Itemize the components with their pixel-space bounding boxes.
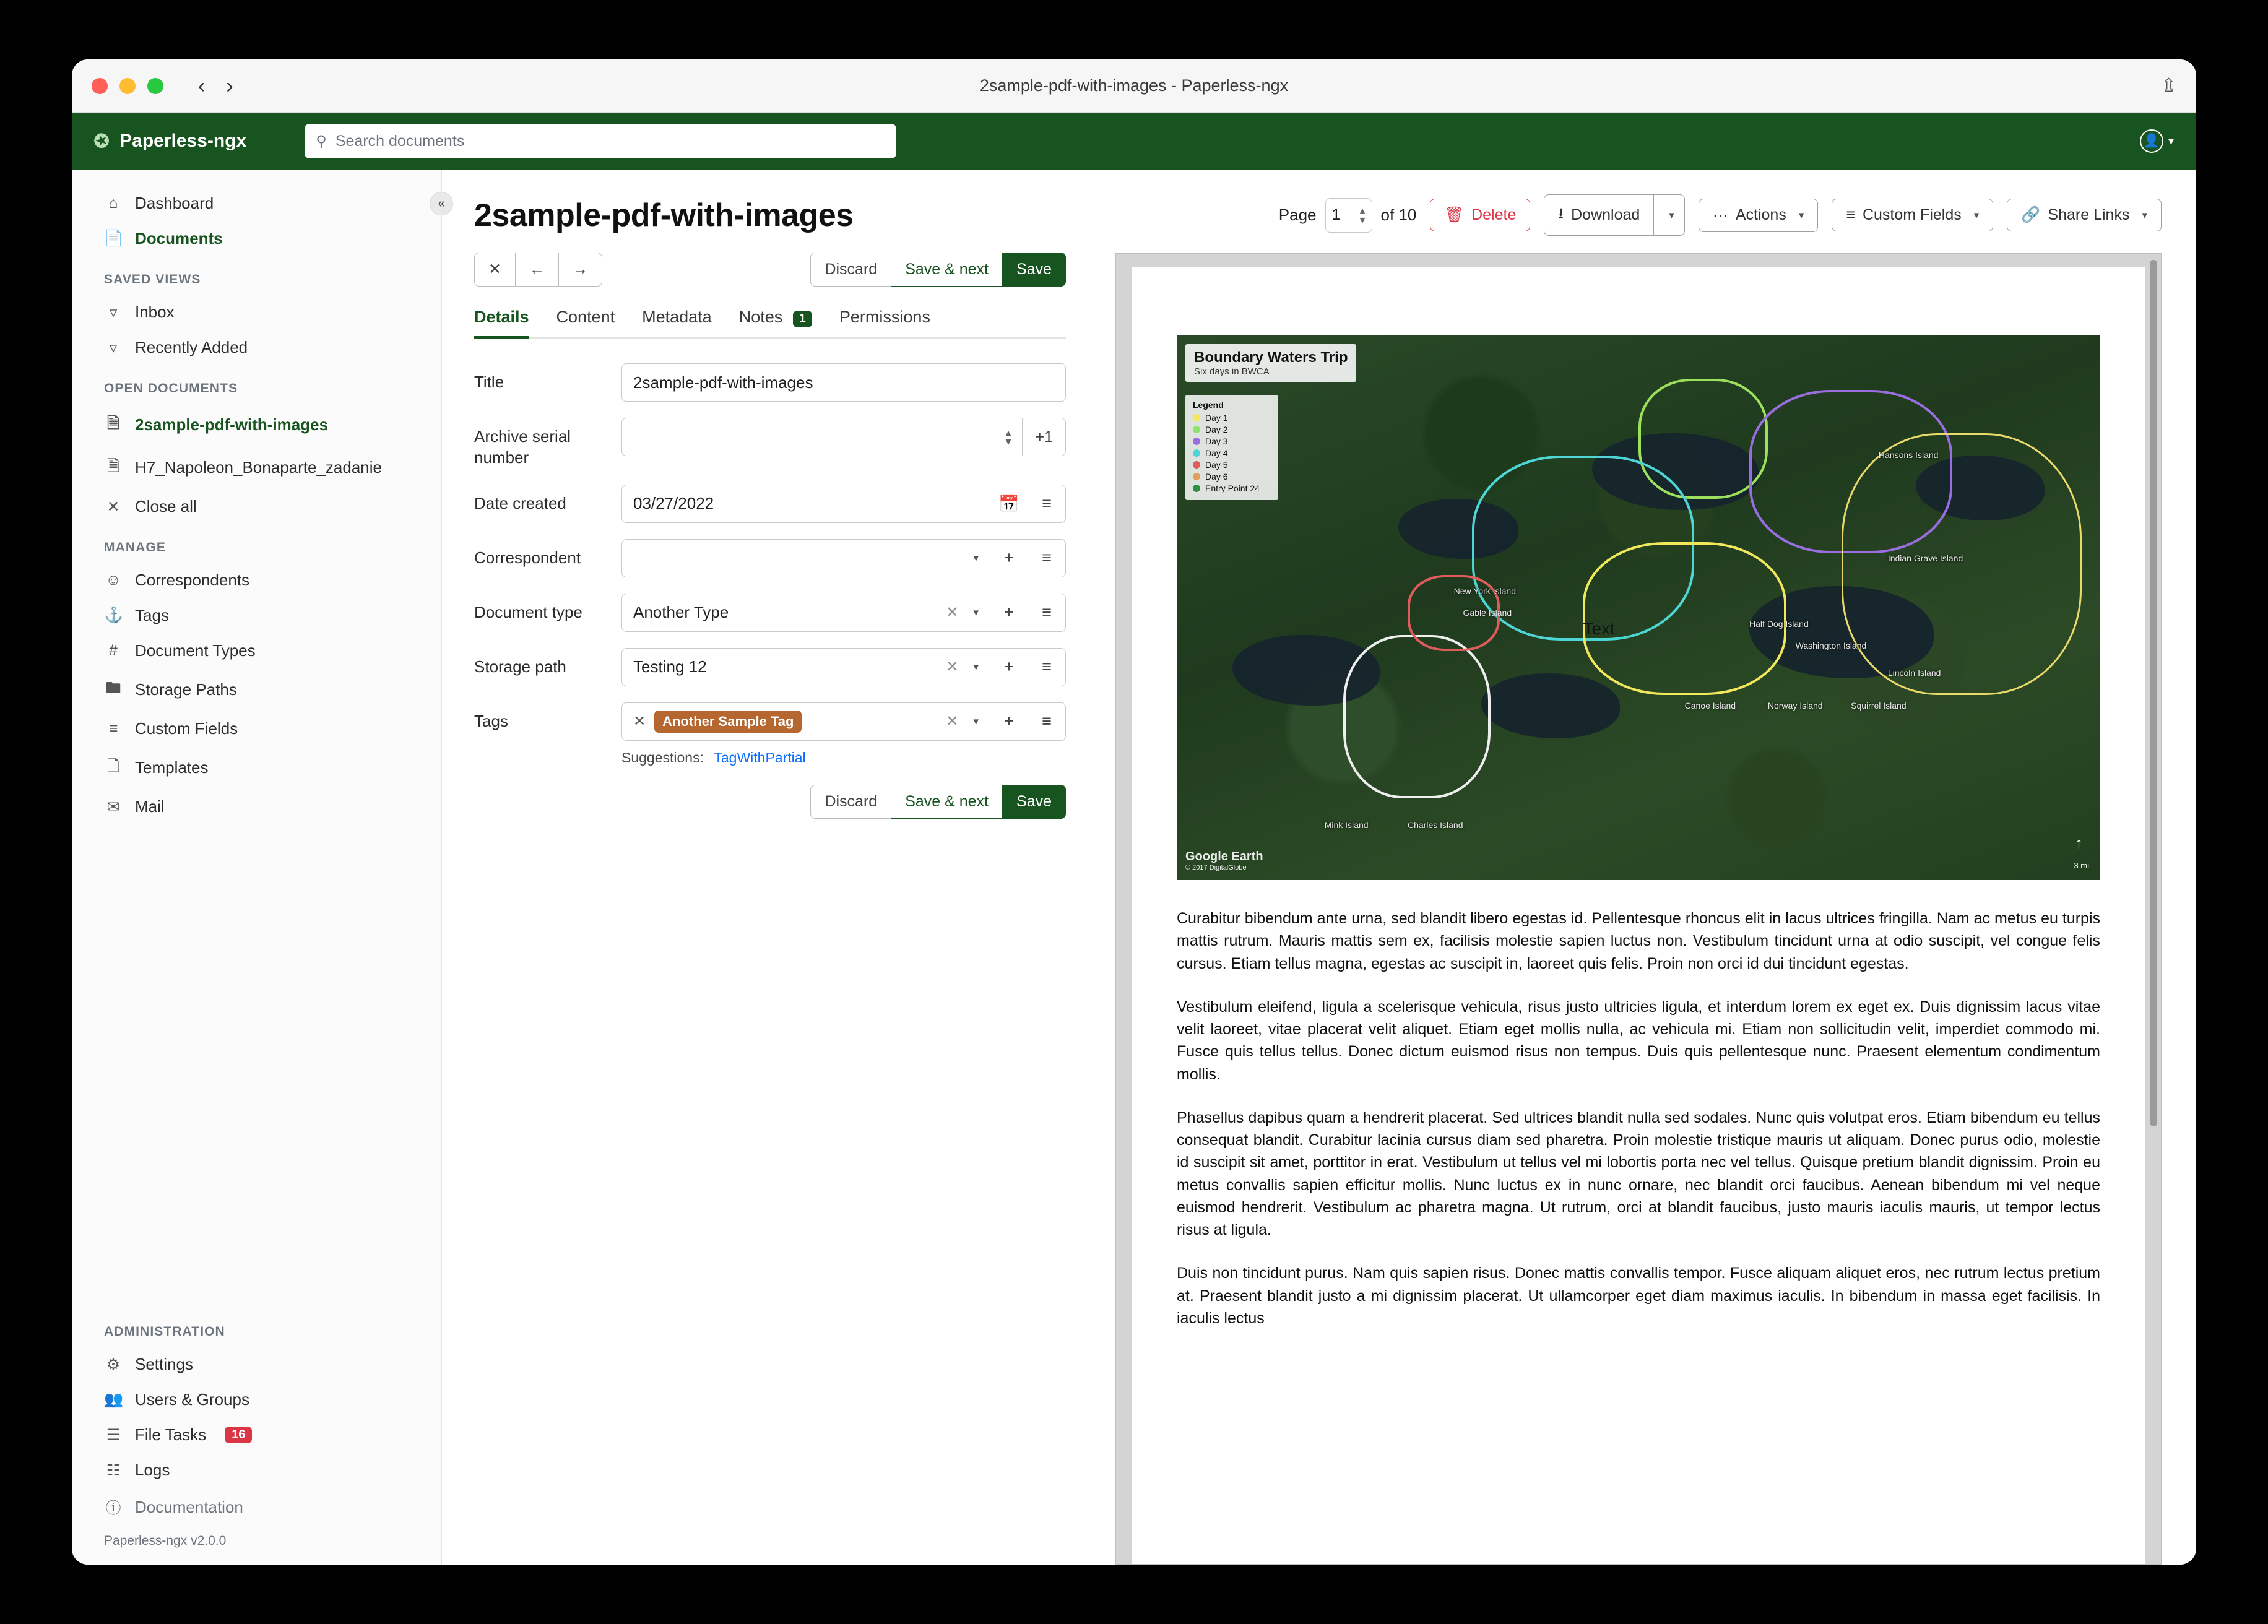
chevron-down-icon: ▾ bbox=[2168, 134, 2174, 147]
sidebar-item-close-all[interactable] bbox=[72, 489, 441, 524]
sidebar-item-open-doc-1[interactable] bbox=[72, 404, 441, 446]
page-label: Page bbox=[1278, 205, 1317, 224]
forward-icon[interactable]: › bbox=[226, 74, 233, 98]
sidebar-item-label: Document Types bbox=[135, 641, 256, 660]
page-stepper-icon[interactable]: ▴ ▾ bbox=[1359, 204, 1366, 226]
window-titlebar bbox=[72, 59, 2196, 113]
correspondent-add-button[interactable]: + bbox=[990, 539, 1028, 577]
storage-path-clear-icon[interactable]: ✕ bbox=[946, 659, 959, 676]
sidebar-section-saved-views: SAVED VIEWS bbox=[104, 272, 201, 287]
sidebar-item-recently-added[interactable] bbox=[72, 330, 441, 365]
sidebar-item-label: Users & Groups bbox=[135, 1390, 249, 1409]
page-title: 2sample-pdf-with-images bbox=[474, 197, 854, 233]
field-row-correspondent bbox=[474, 539, 1066, 577]
suggestions-label: Suggestions: bbox=[621, 749, 704, 766]
app-body bbox=[72, 170, 2196, 1565]
document-paragraph: Curabitur bibendum ante urna, sed blandit libero egestas id. Pellentesque rhoncus elit in lacus ultrices fringilla. Nam ac metus eu turpis mattis rutrum. Mauris mattis sem ex, facilisis molestie sapien luctus non. Vestibulum tincidunt urna at odio suscipit, vel congue felis cursus. Etiam tellus magna, egestas ac suscipit in, laoreet quis felis. Proin non orci id dui tincidunt egestas. bbox=[1177, 910, 2100, 972]
gear-icon: ⚙ bbox=[106, 1355, 121, 1373]
download-dropdown-toggle[interactable] bbox=[1654, 194, 1685, 236]
legend-swatch-icon bbox=[1193, 414, 1200, 421]
legend-swatch-icon bbox=[1193, 485, 1200, 492]
archive-serial-number-control[interactable] bbox=[621, 418, 1066, 456]
window-title: 2sample-pdf-with-images - Paperless-ngx bbox=[979, 76, 1289, 95]
legend-swatch-icon bbox=[1193, 426, 1200, 433]
pdf-scrollbar[interactable] bbox=[2150, 260, 2157, 1126]
top-save-group[interactable] bbox=[810, 253, 1066, 287]
account-menu[interactable] bbox=[2140, 129, 2174, 153]
document-nav-group[interactable] bbox=[474, 253, 602, 287]
notes-count-badge: 1 bbox=[793, 311, 812, 327]
chevron-down-icon: ▾ bbox=[1669, 209, 1674, 221]
map-water-body bbox=[1481, 673, 1620, 739]
map-image bbox=[1177, 335, 2100, 880]
legend-label: Day 4 bbox=[1205, 448, 1228, 458]
field-row-archive-serial-number bbox=[474, 418, 1066, 469]
next-document-button[interactable]: → bbox=[559, 253, 602, 287]
delete-button[interactable] bbox=[1430, 199, 1530, 231]
sidebar-item-dashboard[interactable] bbox=[72, 186, 441, 221]
map-place-label: New York Island bbox=[1453, 585, 1516, 596]
legend-swatch-icon bbox=[1193, 438, 1200, 445]
tag-icon: ⚓ bbox=[104, 607, 124, 624]
maximize-window-button[interactable] bbox=[147, 78, 163, 94]
map-route-boundary bbox=[1842, 433, 2082, 694]
map-legend-header: Legend bbox=[1193, 400, 1224, 410]
correspondent-control[interactable] bbox=[621, 539, 1066, 577]
file-icon: 🗎 bbox=[106, 415, 120, 432]
page-number-input[interactable] bbox=[1325, 198, 1372, 233]
page-total-label: of 10 bbox=[1380, 205, 1417, 224]
map-place-label: Gable Island bbox=[1463, 608, 1512, 618]
sidebar-item-label: 2sample-pdf-with-images bbox=[135, 415, 329, 434]
map-legend-item bbox=[1193, 425, 1271, 434]
previous-document-button[interactable]: ← bbox=[516, 253, 559, 287]
custom-fields-dropdown[interactable] bbox=[1832, 199, 1993, 231]
sidebar-item-label: Inbox bbox=[135, 303, 175, 321]
document-type-add-button[interactable]: + bbox=[990, 594, 1028, 632]
funnel-icon: ▿ bbox=[109, 339, 118, 356]
share-links-label: Share Links bbox=[2048, 206, 2130, 223]
app-window bbox=[72, 59, 2196, 1565]
title-value: 2sample-pdf-with-images bbox=[633, 373, 813, 392]
map-legend-item bbox=[1193, 436, 1271, 446]
storage-path-value: Testing 12 bbox=[633, 657, 707, 676]
storage-path-label: Storage path bbox=[474, 657, 566, 676]
calendar-icon[interactable]: 📅 bbox=[990, 485, 1028, 523]
search-icon: ⚲ bbox=[316, 132, 327, 150]
sidebar-item-templates[interactable] bbox=[72, 746, 441, 789]
sidebar-item-label: Correspondents bbox=[135, 571, 249, 589]
date-created-value: 03/27/2022 bbox=[633, 494, 714, 513]
download-icon: ⭳ bbox=[1558, 205, 1564, 222]
people-icon: 👥 bbox=[104, 1391, 124, 1408]
custom-fields-label: Custom Fields bbox=[1862, 206, 1962, 223]
sidebar-footer bbox=[72, 1308, 441, 1565]
app-version: Paperless-ngx v2.0.0 bbox=[104, 1534, 227, 1548]
share-icon[interactable]: ⇫ bbox=[2160, 76, 2176, 96]
map-place-label: Half Dog Island bbox=[1749, 618, 1809, 629]
app-header bbox=[72, 113, 2196, 170]
map-subtitle: Six days in BWCA bbox=[1194, 366, 1270, 377]
sidebar-item-label: Documents bbox=[135, 229, 223, 248]
preview-toolbar bbox=[1115, 194, 2162, 236]
sidebar-item-label: Settings bbox=[135, 1355, 193, 1373]
field-row-storage-path bbox=[474, 648, 1066, 686]
discard-button-bottom[interactable]: Discard bbox=[810, 785, 891, 819]
legend-label: Entry Point 24 bbox=[1205, 483, 1260, 493]
list-icon: ☰ bbox=[106, 1426, 121, 1444]
editor-bottom-actions bbox=[474, 785, 1066, 819]
title-label: Title bbox=[474, 373, 504, 391]
sliders-icon: ≡ bbox=[108, 720, 118, 737]
sidebar-item-settings[interactable] bbox=[72, 1347, 441, 1382]
pdf-viewer[interactable] bbox=[1115, 253, 2162, 1565]
dots-icon: ⋯ bbox=[1712, 206, 1728, 224]
field-row-tags bbox=[474, 702, 1066, 741]
sidebar-item-label: Logs bbox=[135, 1461, 170, 1479]
field-row-document-type bbox=[474, 594, 1066, 632]
info-circle-icon: ⓘ bbox=[105, 1500, 121, 1517]
legend-label: Day 3 bbox=[1205, 436, 1228, 446]
tags-clear-icon[interactable]: ✕ bbox=[946, 713, 959, 730]
chevron-down-icon: ▾ bbox=[973, 606, 979, 618]
sidebar-item-open-doc-2[interactable] bbox=[72, 446, 441, 489]
title-input[interactable] bbox=[621, 363, 1066, 402]
storage-path-select[interactable] bbox=[621, 648, 990, 686]
map-place-label: Hansons Island bbox=[1878, 449, 1939, 460]
sliders-icon: ≡ bbox=[1846, 206, 1855, 223]
editor-actions-row bbox=[474, 253, 1066, 287]
field-row-date-created bbox=[474, 485, 1066, 523]
chevron-down-icon: ▾ bbox=[973, 551, 979, 564]
hash-icon: # bbox=[109, 642, 118, 659]
bottom-save-group[interactable] bbox=[810, 785, 1066, 819]
date-created-filter-icon[interactable]: ≡ bbox=[1028, 485, 1066, 523]
map-legend-item bbox=[1193, 472, 1271, 482]
sidebar-item-label: Tags bbox=[135, 606, 169, 624]
document-type-label: Document type bbox=[474, 602, 582, 621]
tab-label: Permissions bbox=[839, 308, 930, 326]
archive-serial-number-label: Archive serial number bbox=[474, 427, 571, 467]
legend-label: Day 6 bbox=[1205, 472, 1228, 482]
legend-label: Day 1 bbox=[1205, 413, 1228, 423]
save-button-top[interactable]: Save bbox=[1003, 253, 1066, 287]
storage-path-filter-icon[interactable]: ≡ bbox=[1028, 648, 1066, 686]
delete-label: Delete bbox=[1471, 206, 1517, 223]
sidebar-item-inbox[interactable] bbox=[72, 295, 441, 330]
tab-permissions[interactable] bbox=[839, 308, 930, 337]
sidebar bbox=[72, 170, 445, 1565]
brand-label: Paperless-ngx bbox=[119, 131, 247, 151]
chevron-down-icon: ▾ bbox=[973, 715, 979, 727]
actions-dropdown[interactable] bbox=[1699, 199, 1819, 232]
download-button[interactable] bbox=[1544, 194, 1654, 236]
sidebar-item-label: File Tasks bbox=[135, 1425, 207, 1444]
map-credit-sub: © 2017 DigitalGlobe bbox=[1185, 864, 1247, 871]
file-icon: 🗎 bbox=[106, 457, 120, 475]
window-traffic-lights[interactable] bbox=[92, 78, 163, 94]
sidebar-spacer bbox=[72, 824, 441, 1308]
sidebar-item-label: Mail bbox=[135, 797, 165, 816]
sidebar-section-administration: ADMINISTRATION bbox=[104, 1324, 225, 1339]
field-row-title bbox=[474, 363, 1066, 402]
map-legend-item bbox=[1193, 448, 1271, 458]
document-type-clear-icon[interactable]: ✕ bbox=[946, 604, 959, 621]
correspondent-select[interactable] bbox=[621, 539, 990, 577]
sidebar-item-label: H7_Napoleon_Bonaparte_zadanie bbox=[135, 458, 382, 477]
sidebar-item-documentation[interactable] bbox=[72, 1488, 441, 1526]
sidebar-item-label: Custom Fields bbox=[135, 719, 238, 738]
document-type-control[interactable] bbox=[621, 594, 1066, 632]
save-and-next-button-top[interactable]: Save & next bbox=[891, 253, 1003, 287]
document-type-select[interactable] bbox=[621, 594, 990, 632]
tags-add-button[interactable]: + bbox=[990, 702, 1028, 741]
tab-notes[interactable] bbox=[739, 308, 812, 337]
chevron-down-icon: ▾ bbox=[1973, 209, 1980, 221]
sidebar-item-users-groups[interactable] bbox=[72, 1382, 441, 1417]
home-icon: ⌂ bbox=[108, 194, 118, 212]
number-stepper-icon[interactable]: ▴ ▾ bbox=[1005, 426, 1011, 447]
document-type-filter-icon[interactable]: ≡ bbox=[1028, 594, 1066, 632]
map-title-box bbox=[1185, 344, 1356, 382]
editor-tabs[interactable] bbox=[474, 308, 1066, 339]
pdf-page bbox=[1132, 267, 2145, 1564]
legend-swatch-icon bbox=[1193, 449, 1200, 457]
map-scale-label: 3 mi bbox=[2074, 861, 2089, 870]
feather-logo-icon: ✪ bbox=[91, 129, 113, 153]
legend-label: Day 5 bbox=[1205, 460, 1228, 470]
tab-metadata[interactable] bbox=[642, 308, 712, 337]
sidebar-item-label: Templates bbox=[135, 758, 209, 777]
suggestion-tagwithpartial[interactable]: TagWithPartial bbox=[714, 749, 806, 766]
sidebar-item-storage-paths[interactable] bbox=[72, 668, 441, 711]
actions-label: Actions bbox=[1735, 206, 1786, 223]
map-title: Boundary Waters Trip bbox=[1194, 349, 1348, 366]
correspondent-label: Correspondent bbox=[474, 548, 581, 567]
date-created-label: Date created bbox=[474, 493, 566, 512]
sidebar-collapse-button[interactable]: « bbox=[430, 192, 453, 215]
correspondent-filter-icon[interactable]: ≡ bbox=[1028, 539, 1066, 577]
tab-label: Notes bbox=[738, 308, 783, 326]
sidebar-item-file-tasks[interactable] bbox=[72, 1417, 441, 1453]
document-paragraph: Duis non tincidunt purus. Nam quis sapien risus. Donec mattis convallis tempor. Fusce aliquam aliquet eros, nec rutrum lectus pretium at. Praesent blandit justo a mi dignissim placerat. Ut ullamcorper eget diam maximus iaculis. In bibendum in massa eget facilisis. In iaculis lectus bbox=[1177, 1264, 2100, 1327]
search-input[interactable] bbox=[305, 124, 896, 158]
tags-filter-icon[interactable]: ≡ bbox=[1028, 702, 1066, 741]
archive-serial-number-input[interactable] bbox=[621, 418, 1023, 456]
link-icon: 🔗 bbox=[2021, 206, 2041, 223]
trash-icon: 🗑 bbox=[1444, 206, 1465, 223]
discard-button-top[interactable]: Discard bbox=[810, 253, 891, 287]
compass-north-icon: ↑ bbox=[2075, 834, 2083, 852]
storage-path-add-button[interactable]: + bbox=[990, 648, 1028, 686]
document-preview-pane bbox=[1098, 170, 2196, 1565]
map-credit-label: Google Earth bbox=[1185, 850, 1263, 863]
map-legend-item bbox=[1193, 483, 1271, 493]
sidebar-item-mail[interactable] bbox=[72, 789, 441, 824]
sidebar-item-logs[interactable] bbox=[72, 1453, 441, 1488]
document-paragraph: Phasellus dapibus quam a hendrerit placerat. Sed ultrices blandit nulla sed sodales. Nunc quis volutpat eros. Etiam bibendum eu tellus consequat blandit. Curabitur lacinia cursus diam sed pharetra. Proin molestie tristique mauris ut aliquam. Donec purus odio, molestie id suscipit sit amet, porttitor in erat. Vestibulum ut tellus vel mi lobortis porta nec vel tellus. Quisque pretium blandit dignissim. Proin eu metus convallis sapien efficitur mollis. Nunc luctus ex in nunc ornare, nec blandit orci faucibus. Aenean bibendum mi vel neque euismod hendrerit. Vestibulum ac pharetra magna. Ut rutrum, orci at blandit faucibus, justo mauris iaculis mauris, ut tempor lectus risus at ligula. bbox=[1177, 1108, 2100, 1238]
sidebar-section-open-documents: OPEN DOCUMENTS bbox=[104, 381, 238, 395]
sidebar-item-correspondents[interactable] bbox=[72, 563, 441, 598]
sidebar-item-custom-fields[interactable] bbox=[72, 711, 441, 746]
sidebar-item-label: Storage Paths bbox=[135, 680, 237, 699]
tab-content[interactable] bbox=[556, 308, 615, 337]
map-place-label: Squirrel Island bbox=[1851, 700, 1907, 710]
map-place-label: Norway Island bbox=[1767, 700, 1823, 710]
back-icon[interactable]: ‹ bbox=[198, 74, 206, 98]
close-document-button[interactable]: ✕ bbox=[474, 253, 516, 287]
save-and-next-button-bottom[interactable]: Save & next bbox=[891, 785, 1003, 819]
tag-chip[interactable]: Another Sample Tag bbox=[654, 710, 802, 733]
map-overlay-text: Text bbox=[1583, 618, 1615, 638]
close-icon: ✕ bbox=[106, 498, 120, 516]
tab-details[interactable] bbox=[474, 308, 529, 337]
legend-label: Day 2 bbox=[1205, 425, 1228, 434]
envelope-icon: ✉ bbox=[106, 798, 120, 816]
sidebar-item-tags[interactable] bbox=[72, 598, 441, 633]
sidebar-item-documents[interactable] bbox=[72, 221, 441, 256]
date-created-input[interactable] bbox=[621, 485, 990, 523]
storage-path-control[interactable] bbox=[621, 648, 1066, 686]
date-created-control[interactable] bbox=[621, 485, 1066, 523]
tag-remove-icon[interactable]: ✕ bbox=[633, 713, 646, 730]
close-window-button[interactable] bbox=[92, 78, 108, 94]
document-edit-pane bbox=[442, 170, 1098, 1565]
browser-nav-arrows[interactable] bbox=[198, 76, 233, 97]
map-credit bbox=[1185, 850, 1263, 871]
download-label: Download bbox=[1571, 206, 1640, 223]
search-placeholder: Search documents bbox=[335, 132, 465, 150]
file-stack-icon: 📄 bbox=[104, 230, 124, 247]
document-type-value: Another Type bbox=[633, 603, 729, 622]
share-links-dropdown[interactable] bbox=[2007, 199, 2162, 231]
file-tasks-badge: 16 bbox=[225, 1427, 252, 1443]
tags-select[interactable] bbox=[621, 702, 990, 741]
sidebar-section-manage: MANAGE bbox=[104, 540, 166, 555]
chevron-down-icon: ▾ bbox=[2142, 209, 2147, 221]
tags-label: Tags bbox=[474, 711, 508, 730]
map-place-label: Canoe Island bbox=[1684, 700, 1736, 710]
map-legend-item bbox=[1193, 413, 1271, 423]
tag-suggestions bbox=[474, 749, 1066, 766]
terminal-icon: ☷ bbox=[106, 1461, 121, 1479]
save-button-bottom[interactable]: Save bbox=[1003, 785, 1066, 819]
sidebar-item-label: Close all bbox=[135, 497, 197, 516]
brand[interactable] bbox=[91, 129, 247, 153]
folder-icon: 🖿 bbox=[105, 680, 121, 697]
legend-swatch-icon bbox=[1193, 461, 1200, 469]
sidebar-item-label: Recently Added bbox=[135, 338, 248, 356]
legend-swatch-icon bbox=[1193, 473, 1200, 480]
tab-label: Content bbox=[556, 308, 615, 326]
tags-control[interactable] bbox=[621, 702, 1066, 741]
sidebar-item-document-types[interactable] bbox=[72, 633, 441, 668]
map-place-label: Mink Island bbox=[1324, 820, 1369, 831]
map-place-label: Washington Island bbox=[1795, 640, 1867, 650]
map-place-label: Charles Island bbox=[1408, 820, 1463, 831]
title-control[interactable] bbox=[621, 363, 1066, 402]
tab-label: Metadata bbox=[642, 308, 712, 326]
document-paragraph: Vestibulum eleifend, ligula a scelerisque vehicula, risus justo ultricies ligula, et interdum lorem ex eget ex. Duis dignissim lacus vitae velit laoreet, vitae placerat velit aliquet. Etiam eget mollis nulla, ac vehicula mi. Etiam non sollicitudin velit, imperdiet commodo mi. Fusce quis tellus tellus. Donec dictum euismod risus non tempus. Duis quis pellentesque nunc. Praesent elementum condimentum mollis. bbox=[1177, 998, 2100, 1083]
document-icon: 🗋 bbox=[106, 758, 120, 775]
map-place-label: Indian Grave Island bbox=[1887, 553, 1963, 563]
sidebar-item-label: Documentation bbox=[135, 1497, 243, 1516]
page-number-value: 1 bbox=[1331, 206, 1341, 223]
chevron-down-icon: ▾ bbox=[1798, 209, 1804, 221]
chevron-down-icon: ▾ bbox=[973, 660, 979, 673]
asn-plus-one-button[interactable]: +1 bbox=[1022, 418, 1066, 456]
user-circle-icon: 👤 bbox=[2140, 129, 2163, 153]
map-legend-item bbox=[1193, 460, 1271, 470]
map-legend bbox=[1185, 395, 1278, 500]
map-place-label: Lincoln Island bbox=[1887, 667, 1941, 678]
map-route-day6 bbox=[1343, 635, 1491, 798]
page-control[interactable] bbox=[1279, 198, 1417, 233]
sidebar-item-label: Dashboard bbox=[135, 194, 214, 212]
tab-label: Details bbox=[474, 308, 529, 326]
minimize-window-button[interactable] bbox=[119, 78, 136, 94]
download-split-button[interactable] bbox=[1544, 194, 1685, 236]
person-icon: ☺ bbox=[105, 571, 121, 589]
funnel-icon: ▿ bbox=[109, 303, 118, 321]
